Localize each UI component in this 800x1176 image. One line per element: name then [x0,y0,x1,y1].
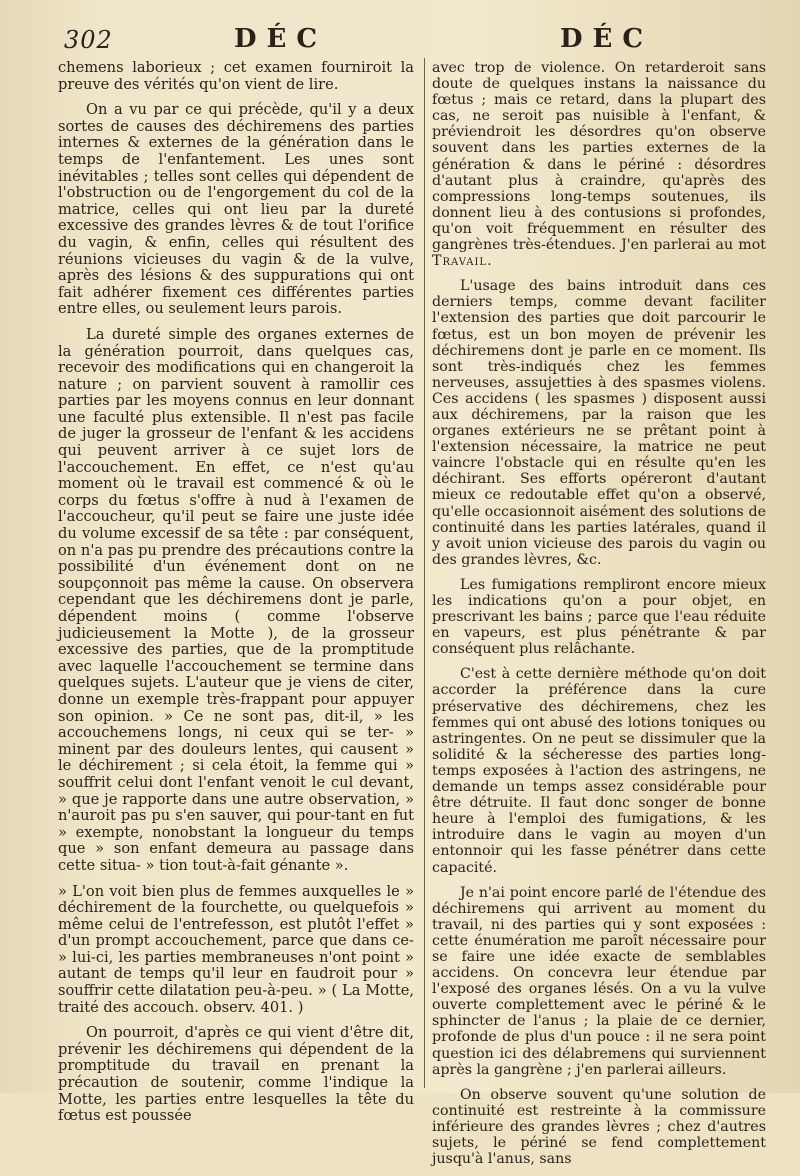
paragraph: On observe souvent qu'une solution de continuité est restreinte à la commissure inférieure des grandes lèvres ; chez d'autres sujets, le périné se fend complettement jusqu'à l'anus, sans [432,1086,766,1168]
left-column [58,60,414,1134]
paragraph: On a vu par ce qui précède, qu'il y a deux sortes de causes des déchiremens des parties internes & externes de la génération dans le temps de l'enfantement. Les unes sont inévitables ; telles sont celles qui dépendent de l'obstruction ou de l'engorgement du col de la matrice, celles qui ont lieu par la dureté excessive des grandes lèvres & de tout l'orifice du vagin, & enfin, celles qui résultent des réunions vicieuses du vagin & de la vulve, après des lésions & des suppurations qui ont fait adhérer fixement ces différentes parties entre elles, ou seulement leurs parois. [58,101,414,318]
cross-reference: Travail. [432,253,493,270]
paragraph: On pourroit, d'après ce qui vient d'être dit, prévenir les déchiremens qui dépendent de la promptitude du travail en prenant la précaution de soutenir, comme l'indique la Motte, les parties entre lesquelles la tête du fœtus est poussée [58,1024,414,1125]
running-head-right: DÉC [560,24,654,54]
paragraph-text: avec trop de violence. On retarderoit sans doute de quelques instans la naissance du fœtus ; mais ce retard, dans la plupart des cas, ne seroit pas nuisible à l'enfant, & préviendroit les désordres qu'on observe souvent dans les parties externes de la génération & dans le périné : désordres d'autant plus à craindre, qu'après des compressions long-temps soutenues, ils donnent lieu à des contusions si profondes, qu'on voit fréquemment en résulter des gangrènes très-étendues. J'en parlerai au mot [432,60,766,254]
paragraph: chemens laborieux ; cet examen fourniroit la preuve des vérités qu'on vient de lire. [58,59,414,93]
paragraph: La dureté simple des organes externes de la génération pourroit, dans quelques cas, recevoir des modifications qui en changeroit la nature ; on parvient souvent à ramollir ces parties par les moyens connus en leur donnant une faculté plus extensible. Il n'est pas facile de juger la grosseur de l'enfant & les accidens qui peuvent arriver à ce sujet lors de l'accouchement. En effet, ce n'est qu'au moment où le travail est commencé & où le corps du fœtus s'offre à nud à l'examen de l'accoucheur, qu'il peut se faire une juste idée du volume excessif de sa tête : par conséquent, on n'a pas pu prendre des précautions contre la possibilité d'un événement dont on ne soupçonnoit pas même la cause. On observera cependant que les déchiremens dont je parle, dépendent moins ( comme l'observe judicieusement la Motte ), de la grosseur excessive des parties, que de la promptitude avec laquelle l'accouchement se termine dans quelques sujets. L'auteur que je viens de citer, donne un exemple très-frappant pour appuyer son opinion. » Ce ne sont pas, dit-il, » les accouchemens longs, ni ceux qui se ter- » minent par des douleurs lentes, qui causent » le déchirement ; si cela étoit, la femme qui » souffrit celui dont l'enfant venoit le cul devant, » que je rapporte dans une autre observation, » n'auroit pas pu s'en sauver, qui pour-tant en fut » exempte, nonobstant la longueur du temps que » son enfant demeura au passage dans cette situa- » tion tout-à-fait génante ». [58,325,414,874]
paragraph [432,60,766,269]
right-column [432,60,766,1176]
column-divider [424,58,425,1088]
paragraph: C'est à cette dernière méthode qu'on doit accorder la préférence dans la cure préservative des déchiremens, chez les femmes qui ont abusé des lotions toniques ou astringentes. On ne peut se dissimuler que la solidité & la sécheresse des parties long-temps exposées à l'action des astringens, ne demande un temps assez considérable pour être détruite. Il faut donc songer de bonne heure à l'emploi des fumigations, & les introduire dans le vagin au moyen d'un entonnoir qui les fasse pénétrer dans cette capacité. [432,666,766,876]
running-head-left: DÉC [234,24,328,54]
paragraph: L'usage des bains introduit dans ces derniers temps, comme devant faciliter l'extension des parties que doit parcourir le fœtus, est un bon moyen de prévenir les déchiremens dont je parle en ce moment. Ils sont très-indiqués chez les femmes nerveuses, assujetties à des spasmes violens. Ces accidens ( les spasmes ) disposent aussi aux déchiremens, par la raison que les organes extérieurs ne se prêtant point à l'extension nécessaire, la matrice ne peut vaincre l'obstacle qui en résulte qu'en les déchirant. Ses efforts opéreront d'autant mieux ce redoutable effet qu'on a observé, qu'elle occasionnoit aisément des solutions de continuité dans les parties latérales, quand il y avoit union vicieuse des parois du vagin ou des grandes lèvres, &c. [432,278,766,568]
page-number: 302 [64,26,113,54]
paragraph: » L'on voit bien plus de femmes auxquelles le » déchirement de la fourchette, ou quelquefois » même celui de l'entrefesson, est plutôt l'effet » d'un prompt accouchement, parce que dans ce- » lui-ci, les parties membraneuses n'ont point » autant de temps qu'il leur en faudroit pour » souffrir cette dilatation peu-à-peu. » ( La Motte, traité des accouch. observ. 401. ) [58,882,414,1016]
paragraph: Les fumigations rempliront encore mieux les indications qu'on a pour objet, en prescrivant les bains ; parce que l'eau réduite en vapeurs, est plus pénétrante & par conséquent plus relâchante. [432,576,766,658]
paragraph: Je n'ai point encore parlé de l'étendue des déchiremens qui arrivent au moment du travail, ni des parties qui y sont exposées : cette énumération me paroît nécessaire pour se faire une idée exacte de semblables accidens. On concevra leur étendue par l'exposé des organes lésés. On a vu la vulve ouverte complettement avec le périné & le sphincter de l'anus ; la plaie de ce dernier, profonde de plus d'un pouce : il ne sera point question ici des délabremens qui surviennent après la gangrène ; j'en parlerai ailleurs. [432,884,766,1078]
page-header [0,22,800,62]
